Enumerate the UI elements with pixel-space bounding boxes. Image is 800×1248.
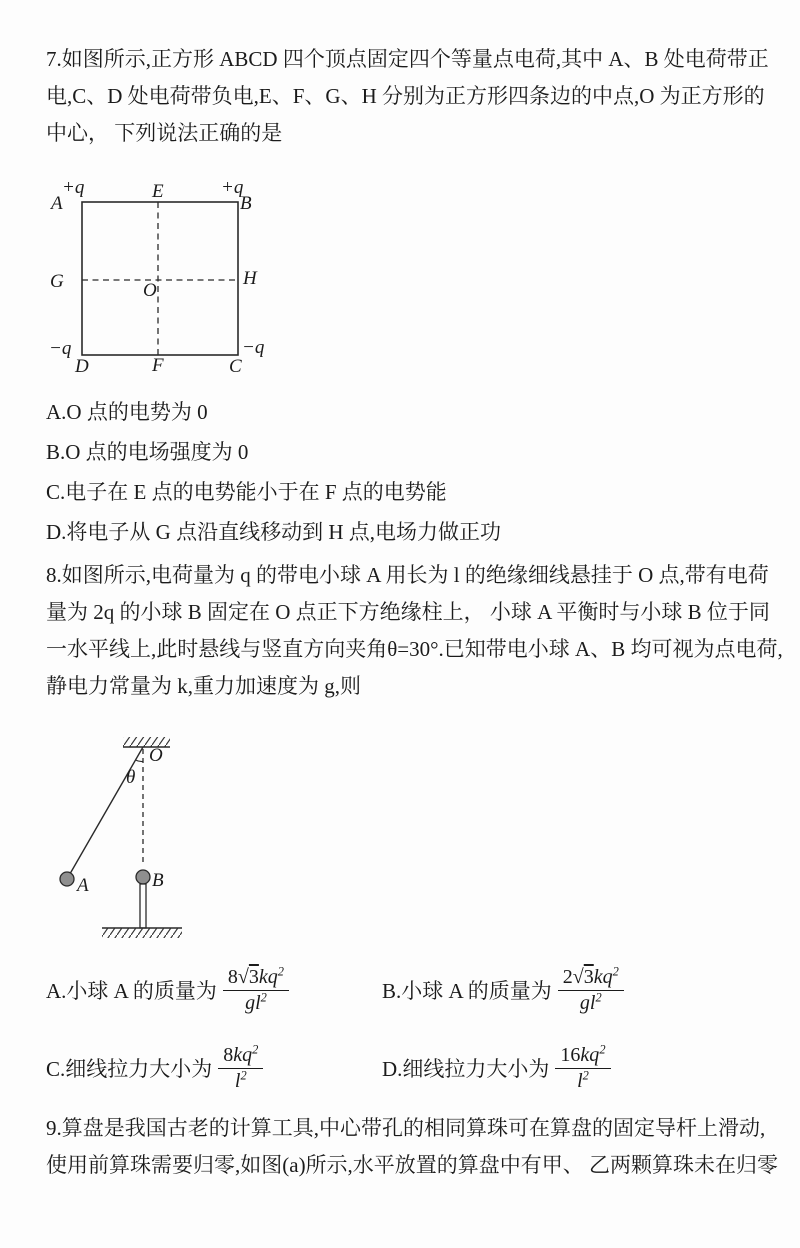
q8-option-c [46,1035,263,1101]
pivot-label-o: O [149,745,163,766]
question-7-text [46,41,769,152]
sqrt-radical: √ [237,965,249,988]
fraction-denominator: $l^2$ [577,1067,589,1092]
midpoint-label-e: E [152,181,164,202]
fraction [218,1043,263,1094]
fraction-numerator: $16kq^2$ [555,1043,610,1069]
charge-label-top-left: +q [62,177,85,198]
fraction [555,1043,610,1094]
corner-label-d: D [75,356,89,377]
charge-label-bottom-left: −q [49,338,72,359]
text-line: 7.如图所示,正方形 ABCD 四个顶点固定四个等量点电荷,其中 A、B 处电荷带正 [46,47,769,71]
question-9-text [46,1110,778,1184]
midpoint-label-f: F [152,355,164,376]
corner-label-b: B [240,193,252,214]
option-text: D.细线拉力大小为 [382,1057,550,1081]
question-8-text [46,557,783,705]
q7-option-d: D.将电子从 G 点沿直线移动到 H 点,电场力做正功 [46,520,501,544]
q8-option-a [46,957,289,1023]
fraction-numerator: $8√3kq^2$ [223,965,289,991]
q7-option-a: A.O 点的电势为 0 [46,400,208,424]
question-7-options [46,392,501,552]
sqrt-radical: √ [572,965,584,988]
q8-option-b [382,957,624,1023]
angle-arc [136,760,144,762]
q7-option-c: C.电子在 E 点的电势能小于在 F 点的电势能 [46,480,447,504]
fraction-numerator: $2√3kq^2$ [558,965,624,991]
text-line: 一水平线上,此时悬线与竖直方向夹角θ=30°.已知带电小球 A、B 均可视为点电荷, [46,637,783,661]
ball-label-b: B [152,870,164,891]
ceiling-hatching [123,737,170,747]
fraction [558,965,624,1016]
ball-b [136,870,150,884]
insulating-column [140,884,146,928]
text-line: 8.如图所示,电荷量为 q 的带电小球 A 用长为 l 的绝缘细线悬挂于 O 点,带有电荷 [46,563,769,587]
ground-hatching [102,928,182,938]
q7-option-b: B.O 点的电场强度为 0 [46,440,249,464]
angle-label-theta: θ [126,767,136,788]
fraction-denominator: $l^2$ [234,1067,247,1092]
q8-pendulum-diagram [40,725,260,940]
fraction-denominator: $gl^2$ [245,989,267,1014]
midpoint-label-h: H [243,268,257,289]
ball-a [60,872,74,886]
option-text: C.细线拉力大小为 [46,1057,213,1081]
text-line: 电,C、D 处电荷带负电,E、F、G、H 分别为正方形四条边的中点,O 为正方形的 [46,84,765,108]
midpoint-label-g: G [50,271,64,292]
charge-label-top-right: +q [221,177,244,198]
option-text: B.小球 A 的质量为 [382,979,552,1003]
option-text: A.小球 A 的质量为 [46,979,217,1003]
text-line: 9.算盘是我国古老的计算工具,中心带孔的相同算珠可在算盘的固定导杆上滑动, [46,1116,766,1140]
ball-label-a: A [77,875,89,896]
q8-option-d [382,1035,611,1101]
text-line: 静电力常量为 k,重力加速度为 g,则 [46,674,361,698]
text-line: 使用前算珠需要归零,如图(a)所示,水平放置的算盘中有甲、 乙两颗算珠未在归零 [46,1153,779,1177]
fraction [223,965,289,1016]
square-outline [82,202,238,355]
text-line: 量为 2q 的小球 B 固定在 O 点正下方绝缘柱上， 小球 A 平衡时与小球 B 位于同 [46,600,770,624]
center-label-o: O [143,280,157,301]
corner-label-a: A [51,193,63,214]
text-line: 中心， 下列说法正确的是 [46,121,283,145]
fraction-denominator: $gl^2$ [579,989,602,1014]
corner-label-c: C [229,356,242,377]
q7-square-diagram [40,173,280,385]
charge-label-bottom-right: −q [242,337,265,358]
fraction-numerator: $8kq^2$ [218,1043,263,1069]
